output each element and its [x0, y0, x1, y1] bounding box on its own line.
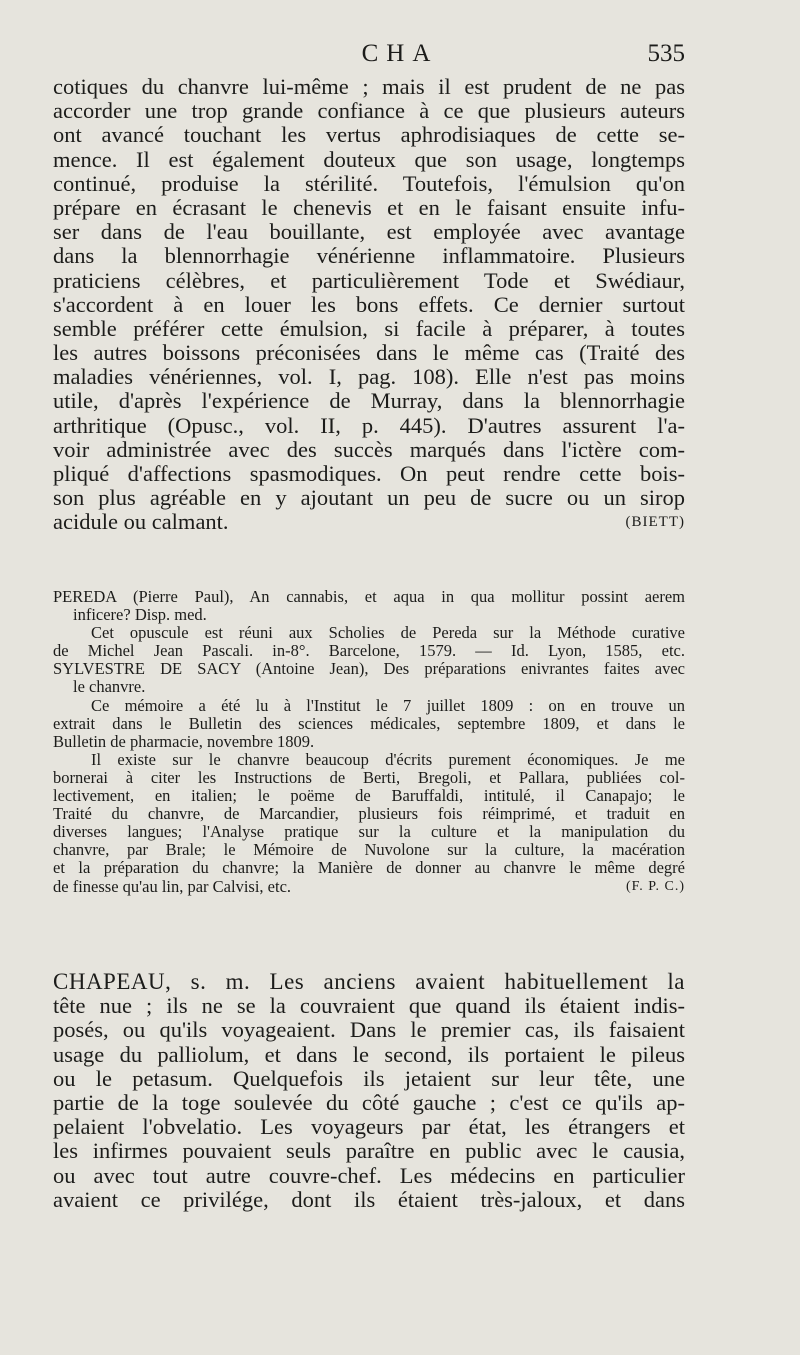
text-line: semble préférer cette émulsion, si facile à préparer, à toutes — [53, 315, 685, 341]
note-line: de Michel Jean Pascali. in-8°. Barcelone, 1579. — Id. Lyon, 1585, etc. — [53, 641, 685, 661]
text-line: accorder une trop grande confiance à ce que plusieurs auteurs — [53, 98, 685, 124]
note-line: inficere? Disp. med. — [73, 605, 207, 625]
text-line: ou avec tout autre couvre-chef. Les médecins en particulier — [53, 1162, 685, 1188]
note-line: Cet opuscule est réuni aux Scholies de Pereda sur la Méthode curative — [91, 623, 685, 643]
text-line: usage du palliolum, et dans le second, ils portaient le pileus — [53, 1041, 685, 1067]
note-line-last — [53, 878, 685, 896]
note-line: PEREDA (Pierre Paul), An cannabis, et aqua in qua mollitur possint aerem — [53, 587, 685, 606]
text-line: continué, produise la stérilité. Toutefois, l'émulsion qu'on — [53, 170, 685, 196]
page-number: 535 — [647, 40, 685, 67]
text-line: posés, ou qu'ils voyageaient. Dans le premier cas, ils faisaient — [53, 1017, 685, 1043]
note-line: Traité du chanvre, de Marcandier, plusieurs fois réimprimé, et traduit en — [53, 804, 685, 824]
note-line: SYLVESTRE DE SACY (Antoine Jean), Des préparations enivrantes faites avec — [53, 659, 685, 679]
note-line: de finesse qu'au lin, par Calvisi, etc. — [53, 876, 292, 896]
text-line: partie de la toge soulevée du côté gauche ; c'est ce qu'ils ap- — [53, 1089, 685, 1115]
text-line: les infirmes pouvaient seuls paraître en public avec le causia, — [53, 1138, 685, 1164]
entry-heading-line: CHAPEAU, s. m. Les anciens avaient habituellement la — [53, 969, 685, 994]
text-line: prépare en écrasant le chenevis et en le faisant ensuite infu- — [53, 194, 685, 220]
note-line: le chanvre. — [73, 677, 146, 697]
chapeau-entry — [53, 970, 685, 1212]
note-line: diverses langues; l'Analyse pratique sur la culture et la manipulation du — [53, 822, 685, 842]
author-signature: (BIETT) — [625, 514, 685, 531]
text-line: voir administrée avec des succès marqués dans l'ictère com- — [53, 436, 685, 462]
note-line: lectivement, en italien; le poëme de Baruffaldi, intitulé, il Canapajo; le — [53, 786, 685, 806]
text-line: ser dans de l'eau bouillante, est employée avec avantage — [53, 219, 685, 245]
note-line: Il existe sur le chanvre beaucoup d'écrits purement économiques. Je me — [91, 749, 685, 769]
text-line: cotiques du chanvre lui-même ; mais il est prudent de ne pas — [53, 74, 685, 99]
text-line: les autres boissons préconisées dans le même cas (Traité des — [53, 340, 685, 366]
text-line: utile, d'après l'expérience de Murray, dans la blennorrhagie — [53, 388, 685, 414]
text-line: s'accordent à en louer les bons effets. Ce dernier surtout — [53, 291, 685, 317]
note-line: bornerai à citer les Instructions de Berti, Bregoli, et Pallara, publiées col- — [53, 767, 685, 787]
text-line: ont avancé touchant les vertus aphrodisiaques de cette se- — [53, 122, 685, 148]
text-line: ou le petasum. Quelquefois ils jetaient sur leur tête, une — [53, 1065, 685, 1091]
text-line: pliqué d'affections spasmodiques. On peut rendre cette bois- — [53, 461, 685, 486]
note-line: Bulletin de pharmacie, novembre 1809. — [53, 731, 315, 751]
notes-signature: (F. P. C.) — [625, 878, 685, 894]
text-line: pelaient l'obvelatio. Les voyageurs par état, les étrangers et — [53, 1114, 685, 1140]
running-title: CHA — [361, 40, 439, 67]
text-line: mence. Il est également douteux que son usage, longtemps — [53, 146, 685, 172]
text-line: praticiens célèbres, et particulièrement Tode et Swédiaur, — [53, 267, 685, 293]
note-line: extrait dans le Bulletin des sciences médicales, septembre 1809, et dans le — [53, 713, 685, 733]
page-header — [0, 40, 800, 76]
main-text-block — [53, 75, 685, 535]
text-line: avaient ce privilége, dont ils étaient très-jaloux, et dans — [53, 1186, 685, 1212]
note-line: et la préparation du chanvre; la Manière de donner au chanvre le même degré — [53, 858, 685, 878]
bibliography-notes — [53, 588, 685, 896]
text-line: maladies vénériennes, vol. I, pag. 108). Elle n'est pas moins — [53, 364, 685, 390]
text-line: acidule ou calmant. — [53, 509, 229, 535]
text-line-last — [53, 510, 685, 534]
text-line: dans la blennorrhagie vénérienne inflammatoire. Plusieurs — [53, 243, 685, 269]
text-line: tête nue ; ils ne se la couvraient que quand ils étaient indis- — [53, 993, 685, 1019]
text-line: arthritique (Opusc., vol. II, p. 445). D'autres assurent l'a- — [53, 412, 685, 438]
text-line: son plus agréable en y ajoutant un peu de sucre ou un sirop — [53, 485, 685, 511]
note-line: chanvre, par Brale; le Mémoire de Nuvolone sur la culture, la macération — [53, 840, 685, 860]
note-line: Ce mémoire a été lu à l'Institut le 7 juillet 1809 : on en trouve un — [91, 695, 685, 715]
